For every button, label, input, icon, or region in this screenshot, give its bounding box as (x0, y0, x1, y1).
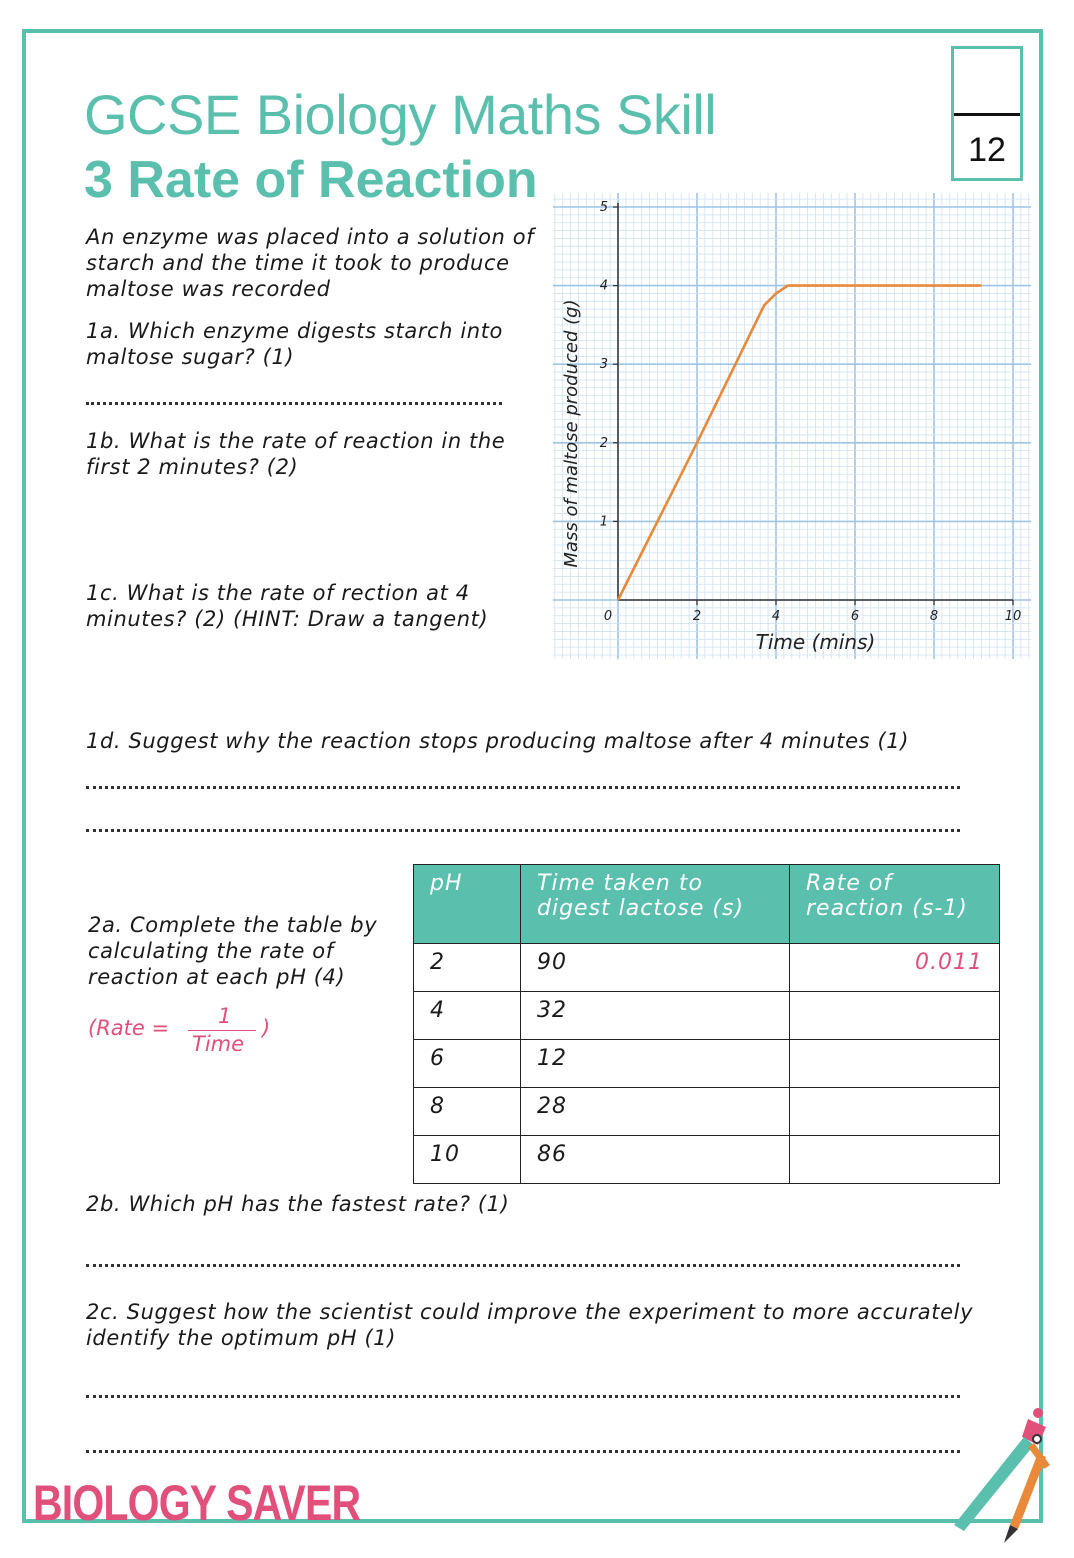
answer-line-1a[interactable] (86, 402, 502, 405)
x-tick-label: 2 (692, 609, 702, 624)
y-tick-label: 4 (599, 278, 608, 294)
header-rate (790, 865, 1000, 944)
header-time (521, 865, 790, 944)
x-tick-label: 4 (771, 609, 781, 624)
answer-line-2c-1[interactable] (86, 1395, 960, 1398)
cell-ph: 6 (414, 1040, 521, 1088)
x-axis-label: Time (mins) (755, 630, 876, 654)
question-2a: 2a. Complete the table by calculating the rate of reaction at each pH (4) (88, 913, 378, 989)
cell-time: 32 (521, 992, 790, 1040)
formula-denominator: Time (192, 1032, 245, 1056)
table-row (414, 1136, 1000, 1184)
table-row (414, 992, 1000, 1040)
cell-rate[interactable] (790, 1040, 1000, 1088)
y-tick-label: 2 (599, 435, 608, 451)
cell-ph: 4 (414, 992, 521, 1040)
score-divider (954, 113, 1020, 116)
maltose-chart (553, 193, 1031, 659)
question-1d: 1d. Suggest why the reaction stops producing maltose after 4 minutes (1) (86, 729, 909, 753)
question-1b: 1b. What is the rate of reaction in the first 2 minutes? (2) (86, 429, 506, 479)
x-tick-label: 10 (1004, 609, 1022, 624)
y-tick-label: 5 (599, 200, 608, 215)
question-1a: 1a. Which enzyme digests starch into maltose sugar? (1) (86, 319, 503, 369)
table-row (414, 944, 1000, 992)
cell-time: 86 (521, 1136, 790, 1184)
biology-saver-logo: BIOLOGY SAVER (33, 1475, 361, 1531)
question-2b: 2b. Which pH has the fastest rate? (1) (86, 1192, 510, 1216)
answer-line-1d-1[interactable] (86, 786, 960, 789)
table-row (414, 1088, 1000, 1136)
cell-rate[interactable] (790, 1088, 1000, 1136)
question-2c: 2c. Suggest how the scientist could improve the experiment to more accurately identify the optimum pH (1) (86, 1300, 974, 1350)
cell-time: 28 (521, 1088, 790, 1136)
answer-line-2b[interactable] (86, 1264, 960, 1267)
formula-numerator: 1 (218, 1004, 232, 1028)
score-box[interactable] (951, 46, 1023, 181)
formula-prefix: (Rate = (88, 1016, 176, 1040)
question-1c: 1c. What is the rate of rection at 4 minutes? (2) (HINT: Draw a tangent) (86, 581, 489, 631)
cell-rate[interactable] (790, 992, 1000, 1040)
table-header-row (414, 865, 1000, 944)
y-tick-label: 3 (599, 357, 608, 373)
ph-table (413, 864, 1000, 1184)
cell-time: 90 (521, 944, 790, 992)
header-ph-label: pH (430, 871, 463, 896)
y-axis-label: Mass of maltose produced (g) (561, 299, 582, 568)
table-row (414, 1040, 1000, 1088)
compass-icon (940, 1405, 1050, 1545)
answer-line-2c-2[interactable] (86, 1450, 960, 1453)
formula-suffix: ) (262, 1016, 271, 1040)
header-ph (414, 865, 521, 944)
cell-ph: 8 (414, 1088, 521, 1136)
cell-ph: 10 (414, 1136, 521, 1184)
header-time-label: Time taken to digest lactose (s) (537, 871, 745, 921)
formula-bar (188, 1030, 256, 1031)
x-tick-label: 6 (850, 609, 860, 624)
x-tick-label: 0 (603, 609, 613, 624)
cell-ph: 2 (414, 944, 521, 992)
answer-line-1d-2[interactable] (86, 829, 960, 832)
y-tick-label: 1 (599, 514, 608, 530)
cell-time: 12 (521, 1040, 790, 1088)
page-title: GCSE Biology Maths Skill (84, 83, 717, 146)
chart-svg (553, 193, 1031, 659)
intro-text: An enzyme was placed into a solution of starch and the time it took to produce maltose was recorded (86, 225, 535, 301)
x-tick-label: 8 (929, 609, 939, 624)
cell-rate[interactable]: 0.011 (790, 944, 1000, 992)
header-rate-label: Rate of reaction (s-1) (806, 871, 968, 921)
score-total: 12 (968, 131, 1006, 169)
cell-rate[interactable] (790, 1136, 1000, 1184)
page-subtitle: 3 Rate of Reaction (84, 151, 538, 209)
